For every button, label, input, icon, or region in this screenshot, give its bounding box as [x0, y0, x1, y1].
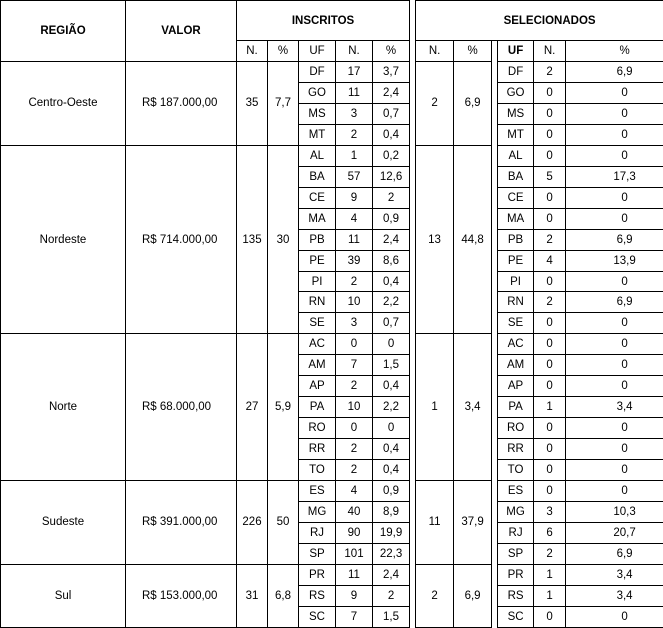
region-valor: R$ 153.000,00 — [126, 564, 237, 627]
state-selecionados-pct: 10,3 — [566, 502, 663, 523]
state-selecionados-pct: 0 — [566, 418, 663, 439]
region-valor: R$ 714.000,00 — [126, 145, 237, 334]
region-selecionados-pct: 44,8 — [454, 145, 492, 334]
state-inscritos-n: 101 — [336, 543, 373, 564]
state-uf-selecionados: MS — [498, 103, 534, 124]
region-name: Sul — [1, 564, 126, 627]
state-inscritos-pct: 8,9 — [373, 502, 410, 523]
state-selecionados-pct: 3,4 — [566, 585, 663, 606]
state-selecionados-n: 0 — [534, 376, 566, 397]
state-uf: TO — [299, 460, 336, 481]
region-inscritos-pct: 7,7 — [268, 62, 299, 146]
state-selecionados-pct: 6,9 — [566, 292, 663, 313]
state-uf-selecionados: AM — [498, 355, 534, 376]
state-inscritos-n: 10 — [336, 292, 373, 313]
state-uf-selecionados: RJ — [498, 522, 534, 543]
state-selecionados-pct: 6,9 — [566, 229, 663, 250]
state-inscritos-n: 11 — [336, 229, 373, 250]
state-selecionados-n: 0 — [534, 439, 566, 460]
state-inscritos-pct: 2,4 — [373, 229, 410, 250]
region-name: Sudeste — [1, 481, 126, 565]
state-selecionados-n: 2 — [534, 62, 566, 83]
region-inscritos-pct: 6,8 — [268, 564, 299, 627]
state-inscritos-n: 39 — [336, 250, 373, 271]
state-uf: PI — [299, 271, 336, 292]
state-selecionados-n: 4 — [534, 250, 566, 271]
state-uf: PB — [299, 229, 336, 250]
state-uf-selecionados: CE — [498, 187, 534, 208]
state-inscritos-pct: 2,2 — [373, 292, 410, 313]
region-inscritos-n: 135 — [237, 145, 268, 334]
state-selecionados-pct: 0 — [566, 208, 663, 229]
table-body — [1, 62, 663, 628]
state-uf: MG — [299, 502, 336, 523]
state-selecionados-pct: 0 — [566, 187, 663, 208]
state-inscritos-n: 40 — [336, 502, 373, 523]
state-inscritos-n: 0 — [336, 334, 373, 355]
table-row — [1, 481, 663, 502]
state-selecionados-n: 0 — [534, 481, 566, 502]
header-valor: VALOR — [126, 1, 237, 62]
state-uf-selecionados: SP — [498, 543, 534, 564]
state-uf: SP — [299, 543, 336, 564]
state-uf-selecionados: MA — [498, 208, 534, 229]
state-inscritos-pct: 0,4 — [373, 271, 410, 292]
state-uf: AL — [299, 145, 336, 166]
state-selecionados-n: 2 — [534, 543, 566, 564]
header-sel-n: N. — [416, 41, 454, 62]
state-inscritos-pct: 8,6 — [373, 250, 410, 271]
table-row — [1, 62, 663, 83]
state-inscritos-n: 2 — [336, 124, 373, 145]
header-inscritos: INSCRITOS — [237, 1, 410, 41]
state-inscritos-pct: 0 — [373, 334, 410, 355]
state-selecionados-n: 0 — [534, 145, 566, 166]
state-selecionados-n: 0 — [534, 271, 566, 292]
region-inscritos-pct: 5,9 — [268, 334, 299, 481]
header-regiao: REGIÃO — [1, 1, 126, 62]
header-sel-uf-pct: % — [566, 41, 663, 62]
state-uf-selecionados: ES — [498, 481, 534, 502]
state-inscritos-pct: 3,7 — [373, 62, 410, 83]
header-insc-uf-pct: % — [373, 41, 410, 62]
state-inscritos-pct: 0 — [373, 418, 410, 439]
state-inscritos-n: 1 — [336, 145, 373, 166]
region-valor: R$ 68.000,00 — [126, 334, 237, 481]
header-insc-pct: % — [268, 41, 299, 62]
state-selecionados-n: 0 — [534, 103, 566, 124]
region-selecionados-pct: 6,9 — [454, 62, 492, 146]
state-uf: RS — [299, 585, 336, 606]
state-uf: AC — [299, 334, 336, 355]
state-selecionados-pct: 0 — [566, 334, 663, 355]
state-uf: RN — [299, 292, 336, 313]
state-uf: PE — [299, 250, 336, 271]
state-uf: DF — [299, 62, 336, 83]
state-inscritos-pct: 2 — [373, 585, 410, 606]
region-inscritos-n: 31 — [237, 564, 268, 627]
state-inscritos-pct: 0,4 — [373, 439, 410, 460]
state-inscritos-n: 90 — [336, 522, 373, 543]
state-inscritos-n: 0 — [336, 418, 373, 439]
state-selecionados-pct: 3,4 — [566, 397, 663, 418]
state-selecionados-pct: 0 — [566, 313, 663, 334]
header-insc-n: N. — [237, 41, 268, 62]
state-inscritos-n: 4 — [336, 208, 373, 229]
state-inscritos-pct: 2 — [373, 187, 410, 208]
state-uf: SC — [299, 606, 336, 627]
state-inscritos-pct: 0,9 — [373, 481, 410, 502]
state-inscritos-pct: 0,4 — [373, 460, 410, 481]
state-uf-selecionados: AP — [498, 376, 534, 397]
state-inscritos-n: 3 — [336, 103, 373, 124]
state-uf-selecionados: PI — [498, 271, 534, 292]
state-inscritos-pct: 0,4 — [373, 376, 410, 397]
region-selecionados-pct: 6,9 — [454, 564, 492, 627]
region-inscritos-n: 35 — [237, 62, 268, 146]
state-inscritos-n: 4 — [336, 481, 373, 502]
state-selecionados-n: 0 — [534, 460, 566, 481]
state-uf-selecionados: MG — [498, 502, 534, 523]
state-inscritos-pct: 22,3 — [373, 543, 410, 564]
region-inscritos-pct: 50 — [268, 481, 299, 565]
state-uf-selecionados: SC — [498, 606, 534, 627]
state-inscritos-pct: 2,4 — [373, 564, 410, 585]
state-selecionados-n: 0 — [534, 418, 566, 439]
state-selecionados-pct: 0 — [566, 376, 663, 397]
state-uf: AM — [299, 355, 336, 376]
state-uf: RO — [299, 418, 336, 439]
state-selecionados-n: 6 — [534, 522, 566, 543]
state-selecionados-pct: 0 — [566, 103, 663, 124]
state-uf-selecionados: RS — [498, 585, 534, 606]
table-row — [1, 145, 663, 166]
state-inscritos-n: 17 — [336, 62, 373, 83]
state-selecionados-n: 5 — [534, 166, 566, 187]
region-selecionados-n: 1 — [416, 334, 454, 481]
state-inscritos-n: 7 — [336, 355, 373, 376]
state-uf: RR — [299, 439, 336, 460]
state-selecionados-n: 2 — [534, 292, 566, 313]
region-inscritos-pct: 30 — [268, 145, 299, 334]
region-valor: R$ 391.000,00 — [126, 481, 237, 565]
state-uf-selecionados: PB — [498, 229, 534, 250]
state-selecionados-n: 3 — [534, 502, 566, 523]
state-inscritos-pct: 0,7 — [373, 313, 410, 334]
state-uf-selecionados: PE — [498, 250, 534, 271]
state-inscritos-pct: 1,5 — [373, 355, 410, 376]
state-selecionados-n: 1 — [534, 564, 566, 585]
state-inscritos-n: 9 — [336, 187, 373, 208]
state-selecionados-n: 0 — [534, 355, 566, 376]
header-insc-uf-n: N. — [336, 41, 373, 62]
state-selecionados-n: 1 — [534, 585, 566, 606]
state-selecionados-pct: 0 — [566, 271, 663, 292]
region-selecionados-pct: 37,9 — [454, 481, 492, 565]
state-inscritos-pct: 2,4 — [373, 82, 410, 103]
state-inscritos-n: 2 — [336, 439, 373, 460]
state-inscritos-pct: 0,2 — [373, 145, 410, 166]
state-inscritos-pct: 2,2 — [373, 397, 410, 418]
state-selecionados-pct: 6,9 — [566, 62, 663, 83]
state-inscritos-n: 3 — [336, 313, 373, 334]
state-selecionados-n: 2 — [534, 229, 566, 250]
region-selecionados-n: 11 — [416, 481, 454, 565]
state-inscritos-n: 7 — [336, 606, 373, 627]
header-sel-pct: % — [454, 41, 492, 62]
region-valor: R$ 187.000,00 — [126, 62, 237, 146]
state-uf-selecionados: AL — [498, 145, 534, 166]
state-inscritos-n: 2 — [336, 271, 373, 292]
region-name: Centro-Oeste — [1, 62, 126, 146]
state-selecionados-n: 0 — [534, 606, 566, 627]
state-uf-selecionados: RR — [498, 439, 534, 460]
region-selecionados-pct: 3,4 — [454, 334, 492, 481]
state-uf-selecionados: RO — [498, 418, 534, 439]
region-name: Norte — [1, 334, 126, 481]
state-uf: BA — [299, 166, 336, 187]
region-inscritos-n: 226 — [237, 481, 268, 565]
state-inscritos-n: 10 — [336, 397, 373, 418]
state-selecionados-pct: 6,9 — [566, 543, 663, 564]
state-uf: ES — [299, 481, 336, 502]
state-selecionados-pct: 0 — [566, 82, 663, 103]
state-selecionados-n: 0 — [534, 82, 566, 103]
state-inscritos-n: 2 — [336, 376, 373, 397]
state-uf-selecionados: BA — [498, 166, 534, 187]
region-selecionados-n: 13 — [416, 145, 454, 334]
state-uf-selecionados: PA — [498, 397, 534, 418]
state-selecionados-pct: 20,7 — [566, 522, 663, 543]
state-uf-selecionados: TO — [498, 460, 534, 481]
state-selecionados-pct: 0 — [566, 606, 663, 627]
state-selecionados-pct: 0 — [566, 124, 663, 145]
region-name: Nordeste — [1, 145, 126, 334]
state-inscritos-pct: 1,5 — [373, 606, 410, 627]
region-inscritos-n: 27 — [237, 334, 268, 481]
state-uf-selecionados: AC — [498, 334, 534, 355]
state-uf: PA — [299, 397, 336, 418]
state-inscritos-n: 57 — [336, 166, 373, 187]
state-selecionados-n: 0 — [534, 334, 566, 355]
state-uf: MT — [299, 124, 336, 145]
state-selecionados-pct: 0 — [566, 481, 663, 502]
state-selecionados-n: 0 — [534, 124, 566, 145]
state-uf-selecionados: DF — [498, 62, 534, 83]
state-uf: MA — [299, 208, 336, 229]
state-inscritos-pct: 12,6 — [373, 166, 410, 187]
state-inscritos-n: 2 — [336, 460, 373, 481]
state-inscritos-pct: 0,4 — [373, 124, 410, 145]
header-sel-uf-n: N. — [534, 41, 566, 62]
state-selecionados-n: 1 — [534, 397, 566, 418]
state-uf: AP — [299, 376, 336, 397]
state-uf: MS — [299, 103, 336, 124]
state-selecionados-n: 0 — [534, 208, 566, 229]
table-row — [1, 564, 663, 585]
header-sel-uf: UF — [498, 41, 534, 62]
state-uf: CE — [299, 187, 336, 208]
state-inscritos-pct: 0,9 — [373, 208, 410, 229]
state-uf: GO — [299, 82, 336, 103]
header-selecionados: SELECIONADOS — [416, 1, 663, 41]
state-uf: PR — [299, 564, 336, 585]
state-inscritos-n: 11 — [336, 564, 373, 585]
state-selecionados-n: 0 — [534, 313, 566, 334]
state-inscritos-n: 9 — [336, 585, 373, 606]
state-uf-selecionados: GO — [498, 82, 534, 103]
state-uf-selecionados: RN — [498, 292, 534, 313]
state-selecionados-pct: 0 — [566, 145, 663, 166]
state-selecionados-pct: 3,4 — [566, 564, 663, 585]
state-selecionados-pct: 17,3 — [566, 166, 663, 187]
state-inscritos-pct: 19,9 — [373, 522, 410, 543]
state-uf-selecionados: SE — [498, 313, 534, 334]
state-uf: SE — [299, 313, 336, 334]
region-selecionados-n: 2 — [416, 62, 454, 146]
state-selecionados-pct: 0 — [566, 355, 663, 376]
header-insc-uf: UF — [299, 41, 336, 62]
state-inscritos-pct: 0,7 — [373, 103, 410, 124]
table-row — [1, 334, 663, 355]
region-selecionados-n: 2 — [416, 564, 454, 627]
state-selecionados-n: 0 — [534, 187, 566, 208]
state-inscritos-n: 11 — [336, 82, 373, 103]
state-selecionados-pct: 0 — [566, 439, 663, 460]
state-uf-selecionados: MT — [498, 124, 534, 145]
state-selecionados-pct: 13,9 — [566, 250, 663, 271]
state-uf-selecionados: PR — [498, 564, 534, 585]
state-uf: RJ — [299, 522, 336, 543]
state-selecionados-pct: 0 — [566, 460, 663, 481]
